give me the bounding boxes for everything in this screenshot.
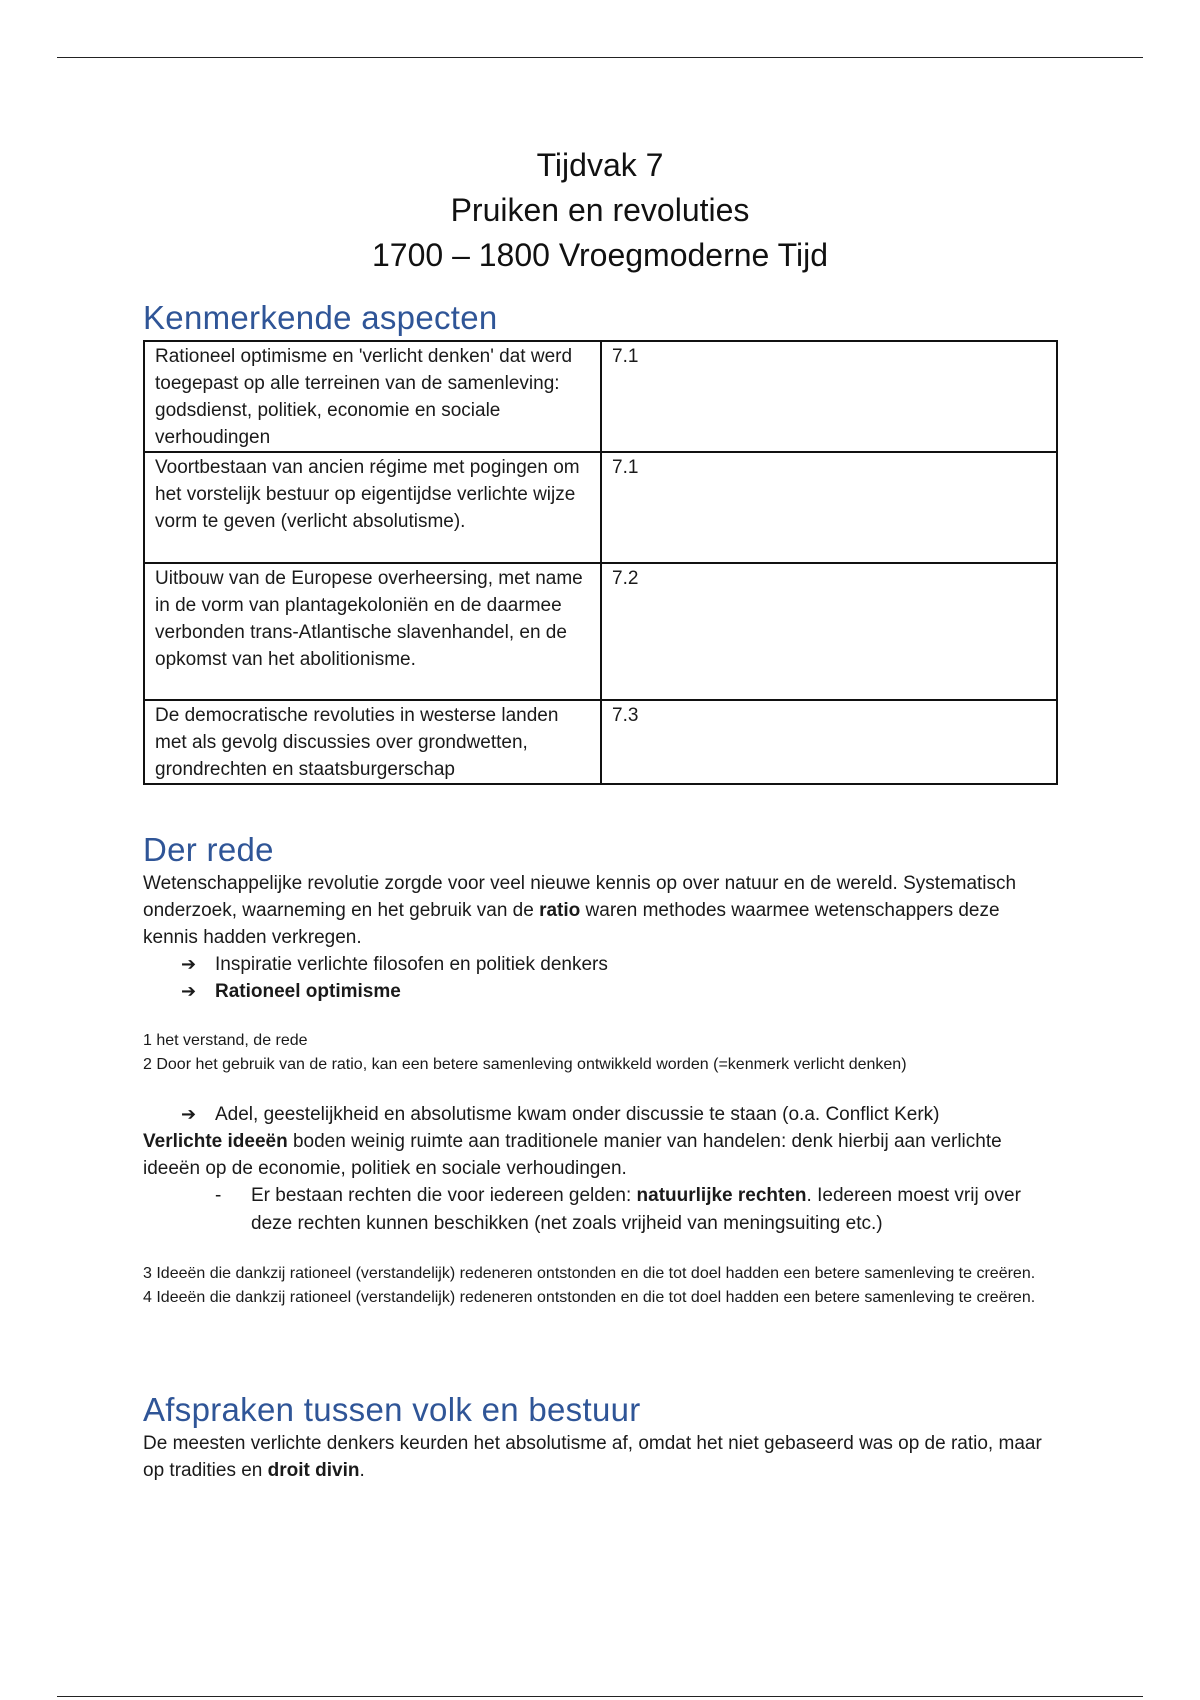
arrow-icon: ➔ bbox=[181, 1104, 197, 1124]
rede-p1-text-b: waren methodes waarmee wetenschappers deze kennis hadden verkregen. bbox=[143, 900, 1000, 948]
afspraken-section bbox=[143, 1390, 1058, 1484]
aspect-text: Uitbouw van de Europese overheersing, met name in de vorm van plantagekoloniën en de daarmee verbonden trans-Atlantische slavenhandel, en de opkomst van het abolitionisme. bbox=[144, 563, 601, 700]
arrow-icon: ➔ bbox=[181, 981, 197, 1001]
rede-section bbox=[143, 830, 1058, 1310]
footnote-4: 4 Ideeën die dankzij rationeel (verstandelijk) redeneren ontstonden en die tot doel hadden een betere samenleving te creëren. bbox=[143, 1289, 1036, 1306]
rede-dash-list bbox=[143, 1182, 1058, 1238]
rede-heading: Der rede bbox=[143, 831, 274, 868]
table-row bbox=[144, 700, 1057, 784]
title-line-1: Tijdvak 7 bbox=[536, 147, 664, 183]
afspraken-paragraph bbox=[143, 1430, 1058, 1484]
afspraken-text-a: De meesten verlichte denkers keurden het absolutisme af, omdat het niet gebaseerd was op de ratio, maar op tradities en bbox=[143, 1433, 1042, 1481]
arrow-item-text: Rationeel optimisme bbox=[215, 981, 401, 1002]
list-item bbox=[181, 1101, 1058, 1128]
afspraken-text-b: . bbox=[359, 1460, 365, 1481]
dash-marker: - bbox=[215, 1185, 222, 1206]
arrow-item-text: Inspiratie verlichte filosofen en politiek denkers bbox=[215, 954, 608, 975]
aspect-text: Rationeel optimisme en 'verlicht denken' dat werd toegepast op alle terreinen van de samenleving: godsdienst, politiek, economie en sociale verhoudingen bbox=[144, 341, 601, 452]
document-title bbox=[0, 143, 1200, 278]
list-item bbox=[215, 1182, 1058, 1238]
bottom-rule bbox=[57, 1696, 1143, 1697]
aspect-ref: 7.3 bbox=[601, 700, 1057, 784]
dash-text-a: Er bestaan rechten die voor iedereen gelden: bbox=[251, 1185, 637, 1206]
rede-arrow-list-2 bbox=[143, 1101, 1058, 1128]
afspraken-heading: Afspraken tussen volk en bestuur bbox=[143, 1391, 641, 1428]
table-row bbox=[144, 452, 1057, 563]
rede-p2-bold: Verlichte ideeën bbox=[143, 1131, 288, 1152]
rede-p2-text: boden weinig ruimte aan traditionele manier van handelen: denk hierbij aan verlichte ideeën op de economie, politiek en sociale verhoudingen. bbox=[143, 1131, 1002, 1179]
arrow-icon: ➔ bbox=[181, 954, 197, 974]
rede-p1-text-a: Wetenschappelijke revolutie zorgde voor veel nieuwe kennis op over natuur en de wereld. Systematisch onderzoek, waarneming en het gebruik van de bbox=[143, 873, 1017, 921]
arrow-item-text: Adel, geestelijkheid en absolutisme kwam onder discussie te staan (o.a. Conflict Kerk) bbox=[215, 1104, 940, 1125]
aspects-heading: Kenmerkende aspecten bbox=[143, 299, 498, 336]
aspect-text: Voortbestaan van ancien régime met pogingen om het vorstelijk bestuur op eigentijdse verlichte wijze vorm te geven (verlicht absolutisme). bbox=[144, 452, 601, 563]
dash-bold: natuurlijke rechten bbox=[636, 1185, 807, 1206]
dash-text-b: . Iedereen moest vrij over deze rechten kunnen beschikken (net zoals vrijheid van meningsuiting etc.) bbox=[251, 1185, 1021, 1234]
top-rule bbox=[57, 57, 1143, 58]
rede-paragraph-2 bbox=[143, 1128, 1058, 1182]
list-item bbox=[181, 951, 1058, 978]
table-row bbox=[144, 341, 1057, 452]
aspect-ref: 7.1 bbox=[601, 341, 1057, 452]
rede-paragraph-1 bbox=[143, 870, 1058, 951]
aspect-text: De democratische revoluties in westerse landen met als gevolg discussies over grondwetten, grondrechten en staatsburgerschap bbox=[144, 700, 601, 784]
footnote-2: 2 Door het gebruik van de ratio, kan een betere samenleving ontwikkeld worden (=kenmerk verlicht denken) bbox=[143, 1056, 907, 1073]
rede-arrow-list bbox=[143, 951, 1058, 1005]
rede-p1-bold: ratio bbox=[539, 900, 581, 921]
footnote-1: 1 het verstand, de rede bbox=[143, 1032, 308, 1049]
title-line-2: Pruiken en revoluties bbox=[450, 192, 750, 228]
title-line-3: 1700 – 1800 Vroegmoderne Tijd bbox=[371, 237, 829, 273]
footnote-3: 3 Ideeën die dankzij rationeel (verstandelijk) redeneren ontstonden en die tot doel hadden een betere samenleving te creëren. bbox=[143, 1265, 1036, 1282]
aspect-ref: 7.1 bbox=[601, 452, 1057, 563]
list-item bbox=[181, 978, 1058, 1005]
aspect-ref: 7.2 bbox=[601, 563, 1057, 700]
aspects-section bbox=[143, 298, 1058, 785]
afspraken-bold: droit divin bbox=[267, 1460, 360, 1481]
table-row bbox=[144, 563, 1057, 700]
aspects-table bbox=[143, 340, 1058, 785]
